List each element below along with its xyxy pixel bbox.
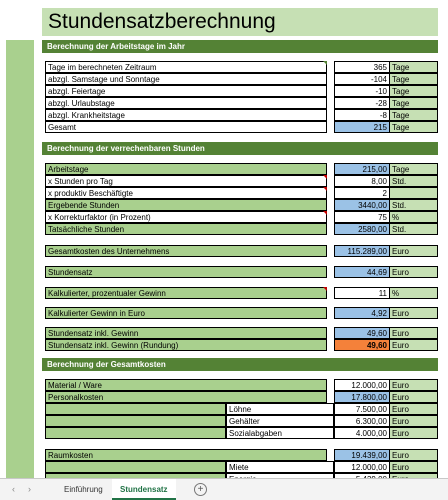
row-value[interactable]: 49,60 (334, 327, 390, 339)
row-value[interactable]: 12.000,00 (334, 379, 390, 391)
row-value[interactable]: 4,92 (334, 307, 390, 319)
row-value[interactable]: 12.000,00 (334, 461, 390, 473)
comment-indicator-icon (323, 287, 327, 291)
row-value[interactable]: -8 (334, 109, 390, 121)
raum-row[interactable] (42, 449, 438, 461)
row-label[interactable]: Stundensatz inkl. Gewinn (45, 327, 327, 339)
row-value[interactable]: 365 (334, 61, 390, 73)
tab-einfuehrung[interactable]: Einführung (64, 485, 103, 494)
row-label[interactable]: Sozialabgaben (226, 427, 334, 439)
row-unit: Euro (390, 415, 438, 427)
row-label[interactable]: Gehälter (226, 415, 334, 427)
row-label[interactable]: Arbeitstage (45, 163, 327, 175)
row-label[interactable]: Gesamt (45, 121, 327, 133)
satz-rundung-row[interactable] (42, 339, 438, 351)
table-row[interactable] (42, 211, 438, 223)
table-row[interactable] (42, 121, 438, 133)
row-unit: Std. (390, 223, 438, 235)
row-unit (390, 187, 438, 199)
row-unit: Euro (390, 245, 438, 257)
left-color-strip (6, 40, 34, 478)
row-value[interactable]: 8,00 (334, 175, 390, 187)
section-header-arbeitstage: Berechnung der Arbeitstage im Jahr (42, 40, 438, 53)
row-unit: Euro (390, 307, 438, 319)
row-label[interactable]: x produktiv Beschäftigte (45, 187, 327, 199)
row-value[interactable]: 49,60 (334, 339, 390, 351)
row-unit: % (390, 287, 438, 299)
row-unit: Tage (390, 109, 438, 121)
sheet-tab-bar (0, 478, 448, 500)
row-label[interactable]: Stundensatz (45, 266, 327, 278)
comment-indicator-icon (323, 187, 327, 191)
row-label[interactable]: Ergebende Stunden (45, 199, 327, 211)
row-label[interactable]: Material / Ware (45, 379, 327, 391)
gewinn-prozent-row[interactable] (42, 287, 438, 299)
table-row[interactable] (42, 85, 438, 97)
gesamtkosten-row[interactable] (42, 245, 438, 257)
row-value[interactable]: 215,00 (334, 163, 390, 175)
row-unit: Euro (390, 339, 438, 351)
row-unit: Tage (390, 61, 438, 73)
section-header-gesamtkosten: Berechnung der Gesamtkosten (42, 358, 438, 371)
row-unit: Euro (390, 379, 438, 391)
add-sheet-icon[interactable]: + (194, 483, 207, 496)
row-label[interactable]: Kalkulierter Gewinn in Euro (45, 307, 327, 319)
row-value[interactable]: 17.800,00 (334, 391, 390, 403)
row-unit: Tage (390, 163, 438, 175)
satz-inkl-row[interactable] (42, 327, 438, 339)
row-unit: Tage (390, 121, 438, 133)
row-value[interactable]: 215 (334, 121, 390, 133)
row-value[interactable]: -28 (334, 97, 390, 109)
table-row[interactable] (42, 73, 438, 85)
tab-scroll-left-icon[interactable]: ‹ (12, 484, 15, 494)
row-value[interactable]: 75 (334, 211, 390, 223)
stundensatz-row[interactable] (42, 266, 438, 278)
row-label[interactable]: abzgl. Krankheitstage (45, 109, 327, 121)
table-row[interactable] (42, 61, 438, 73)
personal-sub-row[interactable] (42, 415, 438, 427)
row-label[interactable]: Stundensatz inkl. Gewinn (Rundung) (45, 339, 327, 351)
row-value[interactable]: -104 (334, 73, 390, 85)
table-row[interactable] (42, 187, 438, 199)
row-label[interactable]: abzgl. Urlaubstage (45, 97, 327, 109)
row-value[interactable]: -10 (334, 85, 390, 97)
table-row[interactable] (42, 199, 438, 211)
section-header-stunden: Berechnung der verrechenbaren Stunden (42, 142, 438, 155)
gewinn-euro-row[interactable] (42, 307, 438, 319)
table-row[interactable] (42, 175, 438, 187)
row-label[interactable]: Raumkosten (45, 449, 327, 461)
row-label[interactable]: Personalkosten (45, 391, 327, 403)
row-spacer (45, 415, 226, 427)
row-value[interactable]: 2580,00 (334, 223, 390, 235)
page-title: Stundensatzberechnung (48, 10, 276, 33)
row-label[interactable]: Kalkulierter, prozentualer Gewinn (45, 287, 327, 299)
row-unit: Euro (390, 327, 438, 339)
row-label[interactable]: Miete (226, 461, 334, 473)
row-spacer (45, 461, 226, 473)
row-unit: Tage (390, 85, 438, 97)
row-label[interactable]: Tage im berechneten Zeitraum (45, 61, 327, 73)
row-label[interactable]: abzgl. Samstage und Sonntage (45, 73, 327, 85)
comment-indicator-icon (323, 175, 327, 179)
row-unit: % (390, 211, 438, 223)
row-value[interactable]: 2 (334, 187, 390, 199)
row-label[interactable]: x Stunden pro Tag (45, 175, 327, 187)
personal-sub-row[interactable] (42, 427, 438, 439)
row-unit: Euro (390, 461, 438, 473)
table-row[interactable] (42, 163, 438, 175)
row-unit: Euro (390, 391, 438, 403)
comment-indicator-icon (323, 211, 327, 215)
row-unit: Std. (390, 199, 438, 211)
row-spacer (45, 403, 226, 415)
row-value[interactable]: 44,69 (334, 266, 390, 278)
row-label[interactable]: abzgl. Feiertage (45, 85, 327, 97)
raum-sub-row[interactable] (42, 461, 438, 473)
comment-indicator-icon (323, 61, 327, 65)
row-unit: Tage (390, 73, 438, 85)
material-row[interactable] (42, 379, 438, 391)
row-value[interactable]: 11 (334, 287, 390, 299)
row-unit: Tage (390, 97, 438, 109)
row-value[interactable]: 115.289,00 (334, 245, 390, 257)
row-value[interactable]: 4.000,00 (334, 427, 390, 439)
row-unit: Euro (390, 449, 438, 461)
row-value[interactable]: 19.439,00 (334, 449, 390, 461)
row-unit: Euro (390, 403, 438, 415)
row-label[interactable]: Gesamtkosten des Unternehmens (45, 245, 327, 257)
tab-stundensatz[interactable]: Stundensatz (112, 479, 176, 500)
row-unit: Std. (390, 175, 438, 187)
row-value[interactable]: 6.300,00 (334, 415, 390, 427)
personal-sub-row[interactable] (42, 403, 438, 415)
row-value[interactable]: 3440,00 (334, 199, 390, 211)
row-unit: Euro (390, 427, 438, 439)
row-label[interactable]: x Korrekturfaktor (in Prozent) (45, 211, 327, 223)
tab-scroll-right-icon[interactable]: › (28, 484, 31, 494)
table-row[interactable] (42, 97, 438, 109)
row-unit: Euro (390, 266, 438, 278)
row-label[interactable]: Tatsächliche Stunden (45, 223, 327, 235)
row-spacer (45, 427, 226, 439)
row-value[interactable]: 7.500,00 (334, 403, 390, 415)
row-label[interactable]: Löhne (226, 403, 334, 415)
table-row[interactable] (42, 109, 438, 121)
table-row[interactable] (42, 223, 438, 235)
personal-row[interactable] (42, 391, 438, 403)
